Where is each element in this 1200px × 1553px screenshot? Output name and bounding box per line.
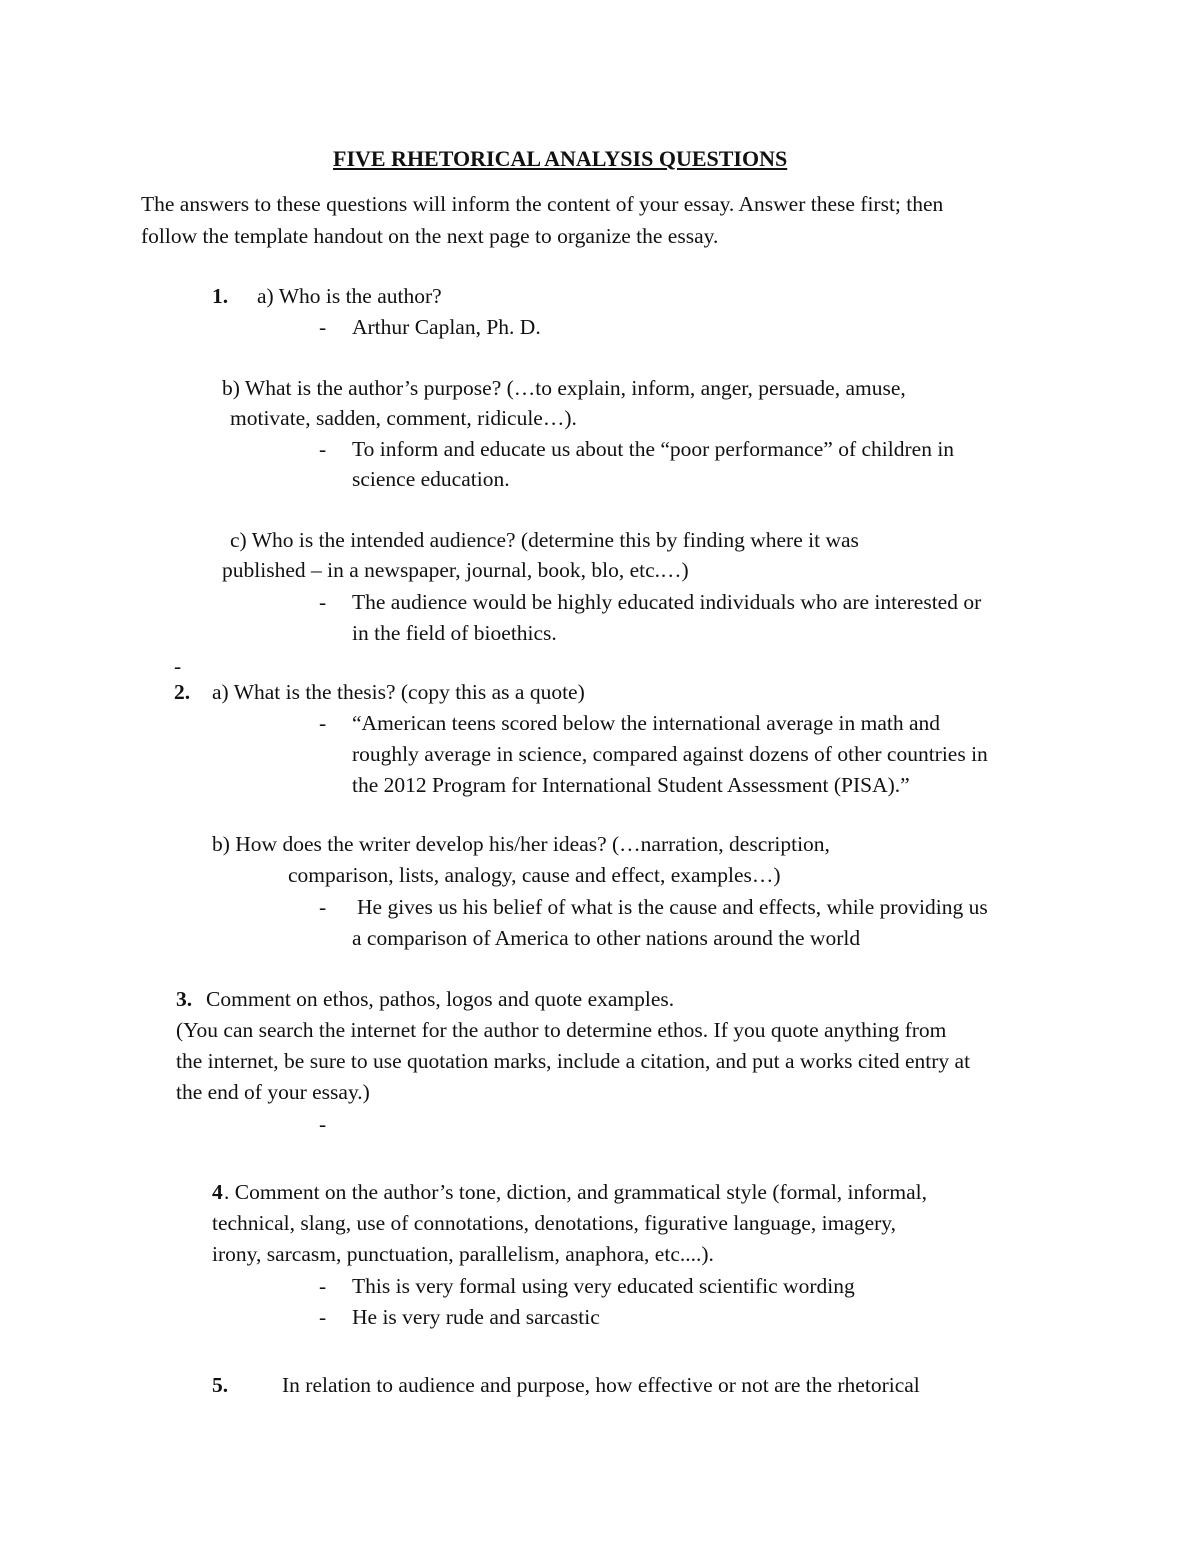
question-number: 5. [212, 1373, 229, 1397]
question-text: a) What is the thesis? (copy this as a quote) [212, 680, 585, 704]
question-text: a) Who is the author? [257, 284, 442, 308]
answer-text: roughly average in science, compared against dozens of other countries in [352, 742, 988, 766]
answer-dash: - [319, 895, 327, 919]
intro-line: The answers to these questions will inform the content of your essay. Answer these first; then [141, 192, 944, 216]
answer-text: the 2012 Program for International Student Assessment (PISA).” [352, 773, 910, 797]
answer-dash: - [319, 437, 327, 461]
question-text: motivate, sadden, comment, ridicule…). [230, 406, 577, 430]
answer-dash: - [319, 590, 327, 614]
question-note: (You can search the internet for the author to determine ethos. If you quote anything from [176, 1018, 947, 1042]
question-text: In relation to audience and purpose, how effective or not are the rhetorical [282, 1373, 920, 1397]
intro-line: follow the template handout on the next page to organize the essay. [141, 224, 719, 248]
question-note: the end of your essay.) [176, 1080, 370, 1104]
question-text: b) How does the writer develop his/her ideas? (…narration, description, [212, 832, 830, 856]
question-text: irony, sarcasm, punctuation, parallelism, anaphora, etc....). [212, 1242, 714, 1266]
question-text: c) Who is the intended audience? (determine this by finding where it was [230, 528, 859, 552]
question-text: published – in a newspaper, journal, book, blo, etc.…) [222, 558, 689, 582]
answer-dash: - [319, 1274, 327, 1298]
question-text: technical, slang, use of connotations, denotations, figurative language, imagery, [212, 1211, 897, 1235]
stray-dash: - [174, 654, 182, 678]
page-title: FIVE RHETORICAL ANALYSIS QUESTIONS [333, 146, 788, 171]
answer-text: a comparison of America to other nations around the world [352, 926, 861, 950]
answer-text: “American teens scored below the international average in math and [352, 711, 941, 735]
question-text: . Comment on the author’s tone, diction, and grammatical style (formal, informal, [224, 1180, 927, 1204]
answer-text: This is very formal using very educated scientific wording [352, 1274, 855, 1298]
answer-text: Arthur Caplan, Ph. D. [352, 315, 541, 339]
answer-text: in the field of bioethics. [352, 621, 557, 645]
question-text: comparison, lists, analogy, cause and effect, examples…) [288, 863, 781, 887]
question-number: 1. [212, 284, 229, 308]
answer-dash: - [319, 711, 327, 735]
question-number: 4 [212, 1180, 223, 1204]
question-text: b) What is the author’s purpose? (…to explain, inform, anger, persuade, amuse, [222, 376, 906, 400]
answer-dash: - [319, 1112, 327, 1136]
question-number: 2. [174, 680, 191, 704]
answer-dash: - [319, 1305, 327, 1329]
question-text: Comment on ethos, pathos, logos and quote examples. [206, 987, 675, 1011]
question-note: the internet, be sure to use quotation marks, include a citation, and put a works cited entry at [176, 1049, 971, 1073]
answer-dash: - [319, 315, 327, 339]
answer-text: He is very rude and sarcastic [352, 1305, 600, 1329]
answer-text: science education. [352, 467, 510, 491]
answer-text: To inform and educate us about the “poor performance” of children in [352, 437, 955, 461]
answer-text: He gives us his belief of what is the cause and effects, while providing us [357, 895, 988, 919]
question-number: 3. [176, 987, 193, 1011]
answer-text: The audience would be highly educated individuals who are interested or [352, 590, 982, 614]
